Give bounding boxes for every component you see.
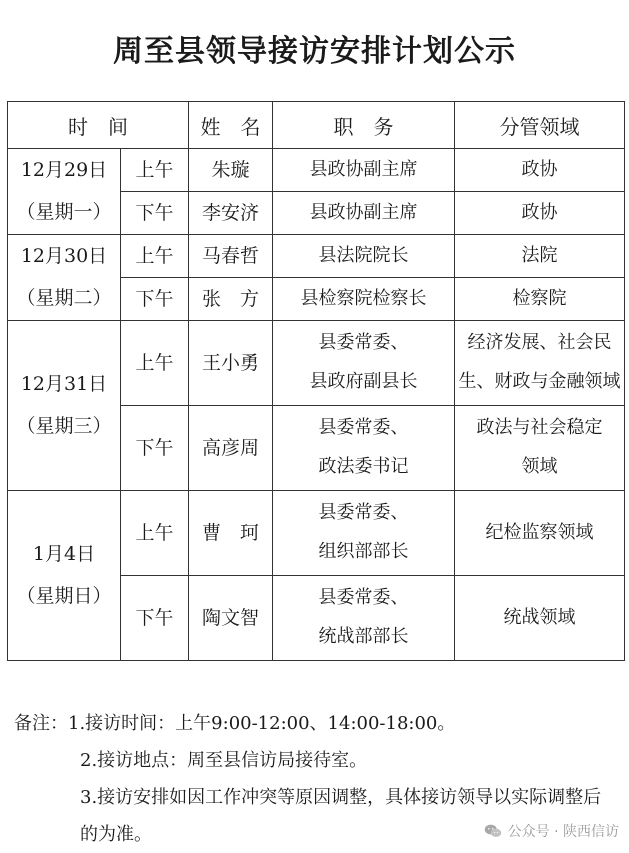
table-row [8,321,625,406]
leader-name: 朱璇 [211,158,250,181]
period-cell [121,491,189,576]
weekday-label: （星期日） [16,584,112,607]
area-cell [455,278,625,321]
area-cell [455,321,625,406]
note-line-1: 备注：1.接访时间：上午9:00-12:00、14:00-18:00。 [14,713,456,734]
period-label: 上午 [135,158,174,181]
period-label: 下午 [135,201,174,224]
area-cell [455,235,625,278]
area-line: 纪检监察领域 [485,521,594,543]
name-cell [189,278,273,321]
header-position: 职 务 [273,102,455,149]
area-line: 领域 [521,456,558,477]
position-cell [273,321,455,406]
position-cell [273,576,455,661]
position-line: 统战部部长 [318,626,409,647]
header-time: 时 间 [8,102,189,149]
position-line: 组织部部长 [318,541,409,562]
period-label: 上午 [135,351,174,374]
area-cell [455,491,625,576]
date-label: 1月4日 [32,542,96,565]
position-line: 政法委书记 [318,456,409,477]
position-cell [273,491,455,576]
date-cell [8,149,121,235]
name-cell [189,321,273,406]
area-line: 法院 [521,244,558,266]
watermark [484,821,619,841]
area-cell [455,406,625,491]
position-cell [273,278,455,321]
note-line-2: 2.接访地点：周至县信访局接待室。 [80,750,368,771]
area-cell [455,149,625,192]
date-label: 12月31日 [20,372,108,395]
position-line: 县政协副主席 [309,158,418,180]
table-header-row [8,102,625,149]
leader-name: 高彦周 [201,436,259,459]
date-label: 12月29日 [20,158,108,181]
area-cell [455,576,625,661]
area-line: 政协 [521,201,558,223]
table-row [8,491,625,576]
schedule-body [8,149,625,661]
position-line: 县政协副主席 [309,201,418,223]
position-line: 县政府副县长 [309,371,418,392]
period-cell [121,576,189,661]
period-label: 下午 [135,436,174,459]
position-cell [273,235,455,278]
name-cell [189,192,273,235]
name-cell [189,235,273,278]
position-cell [273,149,455,192]
date-label: 12月30日 [20,244,108,267]
position-line: 县委常委、 [318,417,409,439]
position-line: 县委常委、 [318,587,409,609]
leader-name: 李安济 [201,201,259,224]
period-cell [121,321,189,406]
weekday-label: （星期一） [16,200,112,223]
watermark-text: 公众号 · 陕西信访 [507,824,619,840]
period-cell [121,149,189,192]
area-line: 政法与社会稳定 [476,417,603,439]
area-line: 统战领域 [503,606,576,628]
period-cell [121,235,189,278]
table-row [8,235,625,278]
area-line: 经济发展、社会民 [467,332,612,354]
schedule-table [7,101,625,661]
period-label: 下午 [135,606,174,629]
header-area: 分管领域 [455,102,625,149]
position-cell [273,406,455,491]
area-cell [455,192,625,235]
period-cell [121,192,189,235]
leader-name: 王小勇 [201,351,259,374]
area-line: 政协 [521,158,558,180]
leader-name: 曹 珂 [201,521,259,544]
date-cell [8,235,121,321]
name-cell [189,576,273,661]
period-label: 上午 [135,521,174,544]
period-label: 下午 [135,287,174,310]
area-line: 生、财政与金融领域 [458,371,621,392]
leader-name: 陶文智 [201,606,259,629]
weekday-label: （星期三） [16,414,112,437]
position-line: 县法院院长 [318,244,409,266]
date-cell [8,321,121,491]
wechat-icon [484,823,502,839]
area-line: 检察院 [512,287,567,309]
date-cell [8,491,121,661]
page-title: 周至县领导接访安排计划公示 [113,34,516,69]
table-row [8,149,625,192]
name-cell [189,406,273,491]
position-line: 县委常委、 [318,332,409,354]
weekday-label: （星期二） [16,286,112,309]
position-line: 县检察院检察长 [300,287,427,309]
name-cell [189,491,273,576]
period-cell [121,278,189,321]
period-label: 上午 [135,244,174,267]
leader-name: 马春哲 [201,244,259,267]
period-cell [121,406,189,491]
position-line: 县委常委、 [318,502,409,524]
note-line-3: 3.接访安排如因工作冲突等原因调整，具体接访领导以实际调整后的为准。 [80,787,602,845]
position-cell [273,192,455,235]
header-name: 姓 名 [189,102,273,149]
name-cell [189,149,273,192]
leader-name: 张 方 [201,287,259,310]
